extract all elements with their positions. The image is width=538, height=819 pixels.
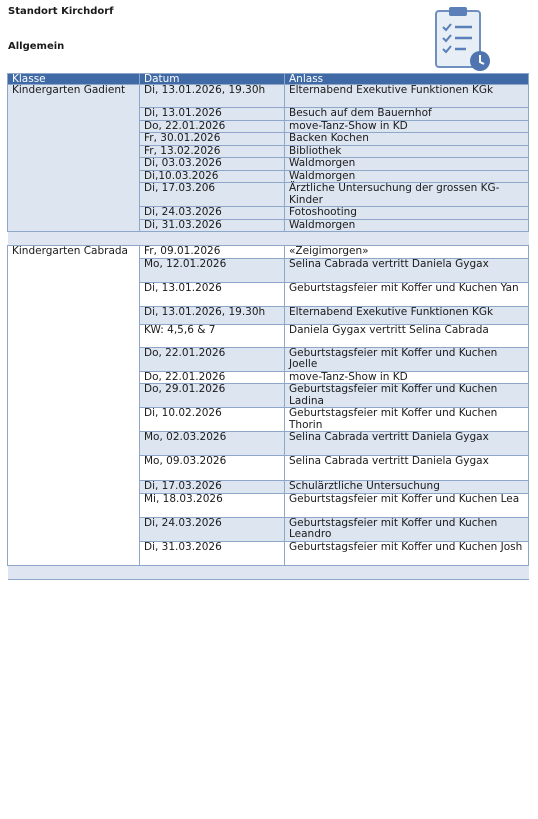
column-header-datum: Datum [140, 74, 285, 85]
separator-cell [8, 232, 529, 246]
date-cell: Fr, 13.02.2026 [140, 145, 285, 158]
event-cell: Geburtstagsfeier mit Koffer und Kuchen Yan [285, 282, 529, 306]
event-cell: Geburtstagsfeier mit Koffer und Kuchen Lea [285, 493, 529, 517]
group-separator-row [8, 232, 529, 246]
date-cell: Mo, 12.01.2026 [140, 258, 285, 282]
event-cell: Selina Cabrada vertritt Daniela Gygax [285, 456, 529, 481]
date-cell: Di, 31.03.2026 [140, 219, 285, 232]
column-header-anlass: Anlass [285, 74, 529, 85]
schedule-table-wrapper [7, 73, 528, 811]
event-cell: Bibliothek [285, 145, 529, 158]
class-cell: Kindergarten Cabrada [8, 246, 140, 566]
separator-cell [8, 565, 529, 579]
date-cell: KW: 4,5,6 & 7 [140, 324, 285, 347]
date-cell: Mo, 09.03.2026 [140, 456, 285, 481]
group-separator-row [8, 565, 529, 579]
event-cell: Besuch auf dem Bauernhof [285, 108, 529, 121]
schedule-table [7, 73, 529, 580]
date-cell: Fr, 09.01.2026 [140, 246, 285, 259]
event-cell: Geburtstagsfeier mit Koffer und Kuchen Thorin [285, 408, 529, 432]
date-cell: Di, 17.03.206 [140, 183, 285, 207]
event-cell: Geburtstagsfeier mit Koffer und Kuchen Josh [285, 541, 529, 565]
event-cell: Waldmorgen [285, 170, 529, 183]
date-cell: Di, 13.01.2026 [140, 108, 285, 121]
event-cell: «Zeigimorgen» [285, 246, 529, 259]
date-cell: Di, 24.03.2026 [140, 207, 285, 220]
column-header-klasse: Klasse [8, 74, 140, 85]
event-cell: Waldmorgen [285, 158, 529, 171]
table-row [8, 85, 529, 108]
date-cell: Di, 31.03.2026 [140, 541, 285, 565]
event-cell: Selina Cabrada vertritt Daniela Gygax [285, 432, 529, 456]
table-header-row [8, 74, 529, 85]
event-cell: Backen Kochen [285, 133, 529, 146]
date-cell: Di, 10.02.2026 [140, 408, 285, 432]
event-cell: move-Tanz-Show in KD [285, 371, 529, 384]
date-cell: Di, 13.01.2026, 19.30h [140, 306, 285, 324]
date-cell: Do, 29.01.2026 [140, 384, 285, 408]
event-cell: Geburtstagsfeier mit Koffer und Kuchen Ladina [285, 384, 529, 408]
event-cell: Geburtstagsfeier mit Koffer und Kuchen Leandro [285, 517, 529, 541]
event-cell: move-Tanz-Show in KD [285, 120, 529, 133]
date-cell: Do, 22.01.2026 [140, 347, 285, 371]
event-cell: Elternabend Exekutive Funktionen KGk [285, 85, 529, 108]
date-cell: Do, 22.01.2026 [140, 120, 285, 133]
event-cell: Selina Cabrada vertritt Daniela Gygax [285, 258, 529, 282]
date-cell: Mo, 02.03.2026 [140, 432, 285, 456]
event-cell: Elternabend Exekutive Funktionen KGk [285, 306, 529, 324]
event-cell: Fotoshooting [285, 207, 529, 220]
table-row [8, 246, 529, 259]
date-cell: Mi, 18.03.2026 [140, 493, 285, 517]
clipboard-checklist-clock-icon [428, 5, 496, 73]
date-cell: Do, 22.01.2026 [140, 371, 285, 384]
section-heading: Allgemein [8, 41, 65, 52]
event-cell: Waldmorgen [285, 219, 529, 232]
event-cell: Ärztliche Untersuchung der grossen KG-Kinder [285, 183, 529, 207]
date-cell: Di, 17.03.2026 [140, 481, 285, 494]
date-cell: Di, 24.03.2026 [140, 517, 285, 541]
event-cell: Geburtstagsfeier mit Koffer und Kuchen Joelle [285, 347, 529, 371]
date-cell: Di,10.03.2026 [140, 170, 285, 183]
date-cell: Di, 03.03.2026 [140, 158, 285, 171]
date-cell: Di, 13.01.2026 [140, 282, 285, 306]
class-cell: Kindergarten Gadient [8, 85, 140, 232]
event-cell: Schulärztliche Untersuchung [285, 481, 529, 494]
event-cell: Daniela Gygax vertritt Selina Cabrada [285, 324, 529, 347]
date-cell: Di, 13.01.2026, 19.30h [140, 85, 285, 108]
date-cell: Fr, 30.01.2026 [140, 133, 285, 146]
location-heading: Standort Kirchdorf [8, 6, 114, 17]
